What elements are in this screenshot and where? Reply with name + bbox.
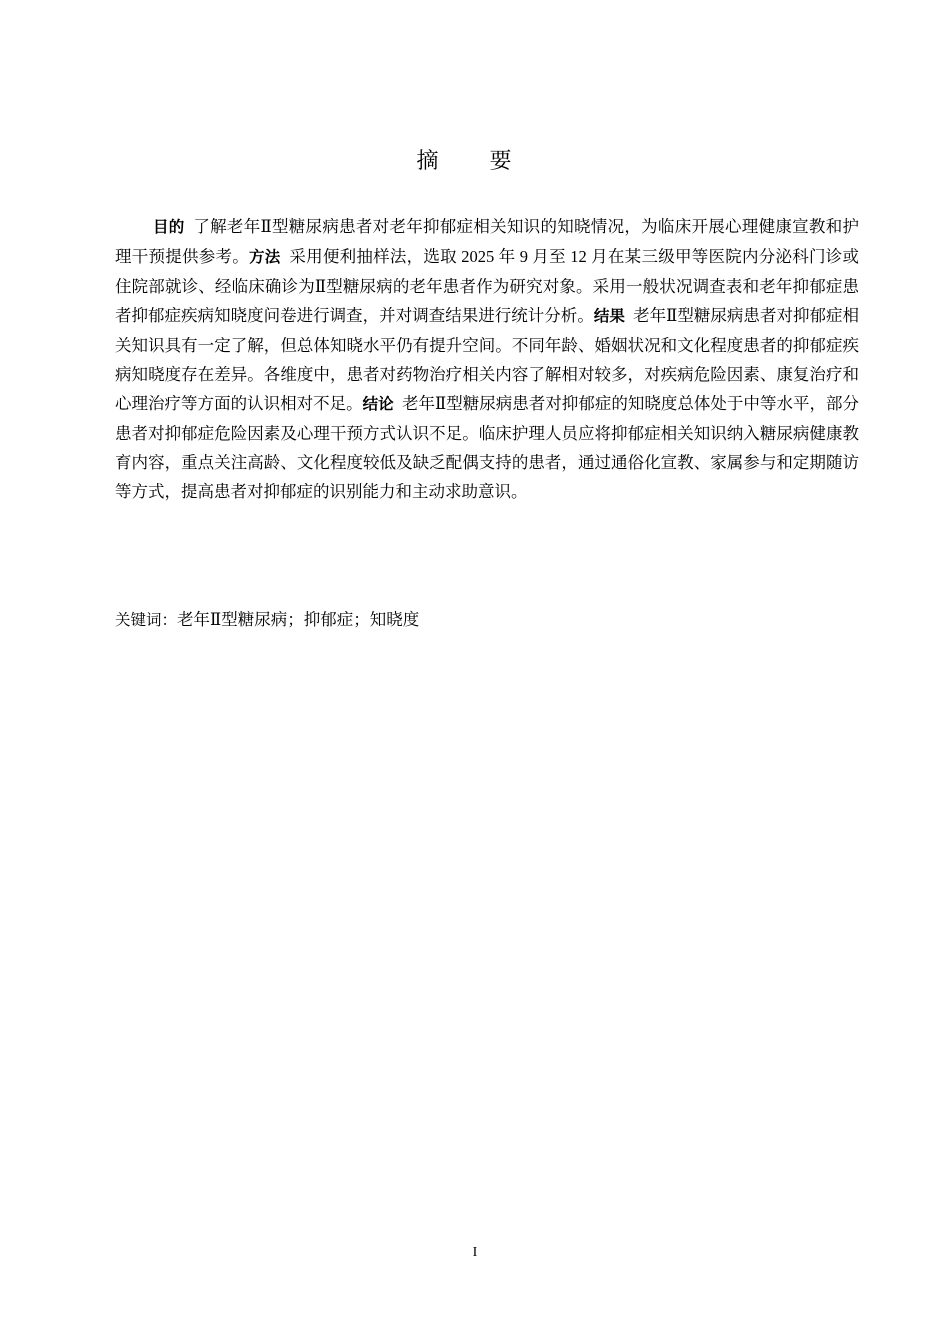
conclusion-label: 结论 <box>362 395 394 413</box>
keywords-text: 老年Ⅱ型糖尿病；抑郁症；知晓度 <box>177 610 420 629</box>
result-label: 结果 <box>593 307 625 325</box>
method-text: 采用便利抽样法，选取 2025 年 9 月至 12 月在某三级甲等医院内分泌科门诊或住院部就诊、经临床确诊为Ⅱ型糖尿病的老年患者作为研究对象。采用一般状况调查表和老年抑郁症患者抑郁症疾病知晓度问卷进行调查，并对调查结果进行统计分析。 <box>115 247 860 325</box>
keywords-line <box>115 605 859 635</box>
objective-label: 目的 <box>153 218 185 236</box>
keywords-label: 关键词： <box>115 611 178 629</box>
method-label: 方法 <box>249 248 281 266</box>
abstract-heading: 摘 要 <box>416 149 534 174</box>
conclusion-text: 老年Ⅱ型糖尿病患者对抑郁症的知晓度总体处于中等水平，部分患者对抑郁症危险因素及心理干预方式认识不足。临床护理人员应将抑郁症相关知识纳入糖尿病健康教育内容，重点关注高龄、文化程度较低及缺乏配偶支持的患者，通过通俗化宣教、家属参与和定期随访等方式，提高患者对抑郁症的识别能力和主动求助意识。 <box>115 394 860 501</box>
objective-text: 了解老年Ⅱ型糖尿病患者对老年抑郁症相关知识的知晓情况，为临床开展心理健康宣教和护理干预提供参考。 <box>115 217 859 266</box>
result-text: 老年Ⅱ型糖尿病患者对抑郁症相关知识具有一定了解，但总体知晓水平仍有提升空间。不同年龄、婚姻状况和文化程度患者的抑郁症疾病知晓度存在差异。各维度中，患者对药物治疗相关内容了解相对较多，对疾病危险因素、康复治疗和心理治疗等方面的认识相对不足。 <box>115 306 860 413</box>
page-number: I <box>472 1245 478 1260</box>
abstract-paragraph <box>115 212 859 506</box>
